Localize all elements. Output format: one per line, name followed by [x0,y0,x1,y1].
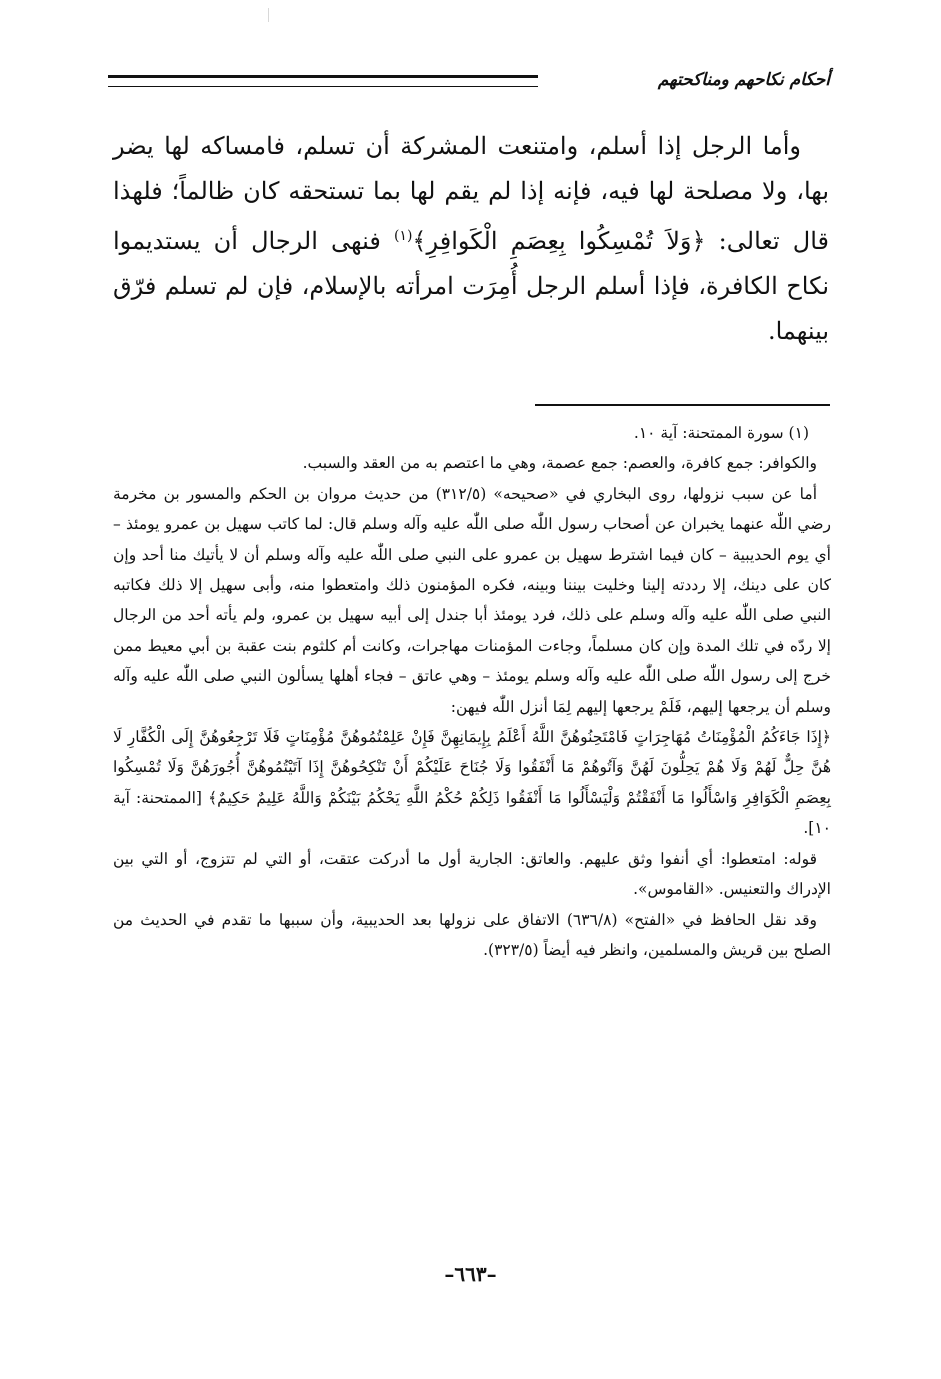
running-header [108,66,830,96]
footnote-1: (١) سورة الممتحنة: آية ١٠. [633,424,809,442]
main-text-part-1: وأما الرجل إذا أسلم، وامتنعت المشركة أن تسلم، فامساكه لها يضر بها، ولا مصلحة لها فيه، فإنه إذا لم يقم لها بما تستحقه كان ظالماً؛ فلهذا قال تعالى: ﴿وَلاَ تُمْسِكُوا بِعِصَمِ الْكَوافِرِ﴾ [113,132,830,255]
footnotes [113,418,831,965]
main-paragraph [113,124,829,354]
header-title: أحكام نكاحهم ومناكحتهم [657,70,830,90]
scan-mark [268,8,269,22]
footnote-paragraph-kawafir: والكوافر: جمع كافرة، والعصم: جمع عصمة، وهي ما اعتصم به من العقد والسبب. [302,454,817,473]
page-number: –٦٦٣– [444,1262,497,1286]
footnote-separator [535,404,830,406]
footnote-quran-quote: ﴿إِذَا جَاءَكُمُ الْمُؤْمِنَاتُ مُهَاجِرَاتٍ فَامْتَحِنُوهُنَّ اللَّهُ أَعْلَمُ بِإِيمَانِهِنَّ فَإِنْ عَلِمْتُمُوهُنَّ مُؤْمِنَاتٍ فَلَا تَرْجِعُوهُنَّ إِلَى الْكُفَّارِ لَا هُنَّ حِلٌّ لَهُمْ وَلَا هُمْ يَحِلُّونَ لَهُنَّ وَآتُوهُمْ مَا أَنْفَقُوا وَلَا جُنَاحَ عَلَيْكُمْ أَنْ تَنْكِحُوهُنَّ إِذَا آتَيْتُمُوهُنَّ أُجُورَهُنَّ وَلَا تُمْسِكُوا بِعِصَمِ الْكَوَافِرِ وَاسْأَلُوا مَا أَنْفَقْتُمْ وَلْيَسْأَلُوا مَا أَنْفَقُوا ذَلِكُمْ حُكْمُ اللَّهِ يَحْكُمُ بَيْنَكُمْ وَاللَّهُ عَلِيمٌ حَكِيمٌ﴾ [الممتحنة: آية ١٠]. [113,728,831,838]
footnote-paragraph-definitions: قوله: امتعطوا: أي أنفوا وثق عليهم. والعاتق: الجارية أول ما أدركت عتقت، أو التي لم تتزوج، أو التي بين الإدراك والتعنيس. «القاموس». [113,849,831,899]
main-text-part-2: فنهى الرجال أن يستديموا نكاح الكافرة، فإذا أسلم الرجل أُمِرَت امرأته بالإسلام، فإن لم تسلم فرّق بينهما. [113,227,829,345]
header-rule [108,75,538,87]
footnote-paragraph-fath: وقد نقل الحافظ في «الفتح» (٦٣٦/٨) الاتفاق على نزولها بعد الحديبية، وأن سببها ما تقدم في الحديث من الصلح بين قريش والمسلمين، وانظر فيه أيضاً (٣٢٣/٥). [113,910,831,959]
footnote-marker: (١) [393,228,413,244]
main-paragraph-text [113,124,829,354]
footnote-paragraph-asbab: أما عن سبب نزولها، روى البخاري في «صحيحه» (٣١٢/٥) من حديث مروان بن الحكم والمسور بن مخرمة رضي اللّٰه عنهما يخبران عن أصحاب رسول اللّٰه صلى اللّٰه عليه وآله وسلم قال: لما كاتب سهيل بن عمرو يومئذ – أي يوم الحديبية – كان فيما اشترط سهيل بن عمرو على النبي صلى اللّٰه عليه وآله وسلم أن لا يأتيك منا أحد وإن كان على دينك، إلا رددته إلينا وخليت بيننا وبينه، فكره المؤمنون ذلك وامتعطوا منه، وأبى سهيل إلا ذلك فكاتبه النبي صلى اللّٰه عليه وآله وسلم على ذلك، فرد يومئذ أبا جندل إلى أبيه سهيل بن عمرو، ولم يأته أحد من الرجال إلا ردّه في تلك المدة وإن كان مسلماً، وجاءت المؤمنات مهاجرات، وكانت أم كلثوم بنت عقبة بن أبي معيط ممن خرج إلى رسول اللّٰه صلى اللّٰه عليه وآله وسلم يومئذ – وهي عاتق – فجاء أهلها يسألون النبي صلى اللّٰه عليه وآله وسلم أن يرجعها إليهم، فَلَمْ يرجعها إليهم لِمَا أنزل اللّٰه فيهن: [113,484,831,716]
